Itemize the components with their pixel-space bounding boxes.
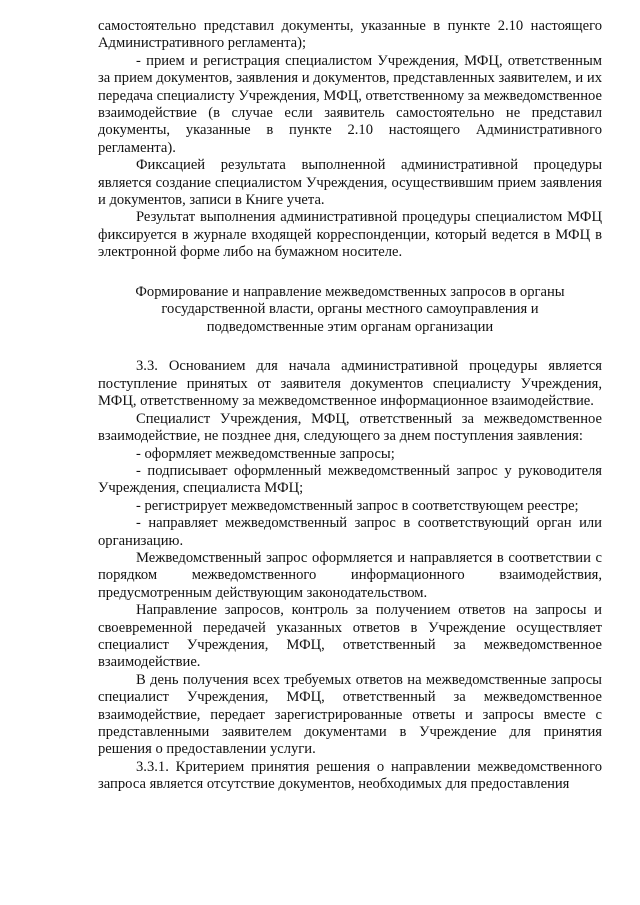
paragraph: Результат выполнения административной процедуры специалистом МФЦ фиксируется в журнале входящей корреспонденции, который ведется в МФЦ в электронной форме либо на бумажном носителе. bbox=[98, 209, 602, 261]
paragraph: 3.3.1. Критерием принятия решения о направлении межведомственного запроса является отсутствие документов, необходимых для предоставления bbox=[98, 758, 602, 793]
section-heading-line: Формирование и направление межведомственных запросов в органы bbox=[135, 283, 565, 300]
paragraph: Специалист Учреждения, МФЦ, ответственный за межведомственное взаимодействие, не позднее дня, следующего за днем поступления заявления: bbox=[98, 410, 602, 445]
section-heading-line: подведомственные этим органам организации bbox=[206, 318, 494, 335]
paragraph: Фиксацией результата выполненной административной процедуры является создание специалистом Учреждения, осуществившим прием заявления и документов, записи в Книге учета. bbox=[98, 157, 602, 209]
paragraph: В день получения всех требуемых ответов на межведомственные запросы специалист Учреждения, МФЦ, ответственный за межведомственное взаимодействие, передает зарегистрированные ответы и запросы вместе с представленными заявителем документами в Учреждение для принятия решения о предоставлении услуги. bbox=[98, 671, 602, 758]
paragraph-list-item: - регистрирует межведомственный запрос в соответствующем реестре; bbox=[136, 497, 579, 514]
section-heading bbox=[98, 284, 602, 337]
paragraph-list-item: - подписывает оформленный межведомственный запрос у руководителя Учреждения, специалиста МФЦ; bbox=[98, 462, 602, 497]
paragraph-list-item: - прием и регистрация специалистом Учреждения, МФЦ, ответственным за прием документов, заявления и документов, представленных заявителем, и их передача специалисту Учреждения, МФЦ, ответственному за межведомственное взаимодействие (в случае если заявитель самостоятельно не представил документы, указанные в пункте 2.10 настоящего Административного регламента). bbox=[98, 52, 602, 156]
paragraph-continuation: самостоятельно представил документы, указанные в пункте 2.10 настоящего Административного регламента); bbox=[98, 18, 602, 52]
paragraph: 3.3. Основанием для начала административной процедуры является поступление принятых от заявителя документов специалисту Учреждения, МФЦ, ответственному за межведомственное информационное взаимодействие. bbox=[98, 358, 602, 410]
section-heading-line: государственной власти, органы местного самоуправления и bbox=[161, 301, 539, 318]
document-page bbox=[98, 18, 602, 794]
paragraph-list-item: - оформляет межведомственные запросы; bbox=[136, 445, 395, 462]
paragraph: Направление запросов, контроль за получением ответов на запросы и своевременной передачей указанных ответов в Учреждение осуществляет специалист Учреждения, МФЦ, ответственный за межведомственное взаимодействие. bbox=[98, 602, 602, 671]
paragraph-list-item: - направляет межведомственный запрос в соответствующий орган или организацию. bbox=[98, 515, 602, 549]
paragraph: Межведомственный запрос оформляется и направляется в соответствии с порядком межведомственного информационного взаимодействия, предусмотренным действующим законодательством. bbox=[98, 549, 602, 601]
